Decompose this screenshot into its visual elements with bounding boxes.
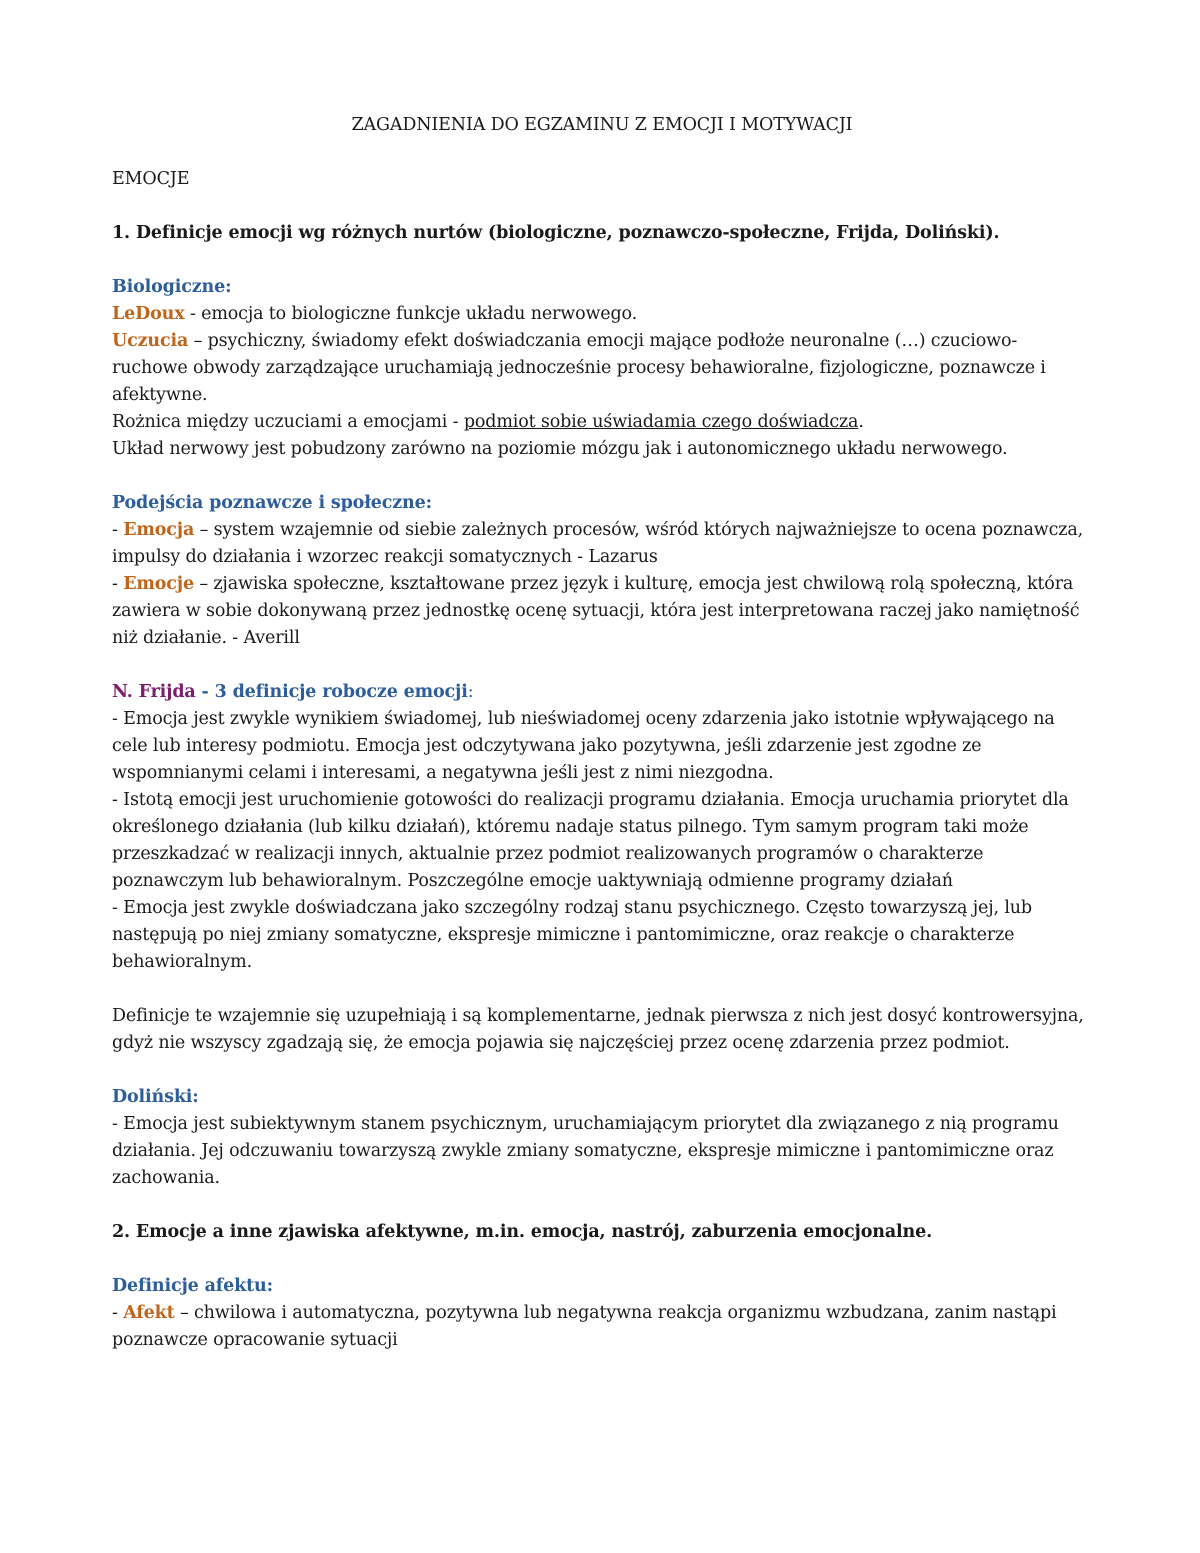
roznica-underlined: podmiot sobie uświadamia czego doświadcza <box>463 412 859 432</box>
dolinski-text: - Emocja jest subiektywnym stanem psychicznym, uruchamiającym priorytet dla związanego z nią programu działania. Jej odczuwaniu towarzyszą zwykle zmiany somatyczne, ekspresje mimiczne i pantomimiczne oraz zachowania. <box>112 1114 1059 1188</box>
uklad-paragraph: Układ nerwowy jest pobudzony zarówno na poziomie mózgu jak i autonomicznego układu nerwowego. <box>112 439 1008 459</box>
averill-paragraph <box>112 571 1092 652</box>
frijda-definition-1: - Emocja jest zwykle wynikiem świadomej, lub nieświadomej oceny zdarzenia jako istotnie wpływającego na cele lub interesy podmiotu. Emocja jest odczytywana jako pozytywna, jeśli zdarzenie jest zgodne ze wspomnianymi celami i interesami, a negatywna jeśli jest z nimi niezgodna. <box>112 709 1055 783</box>
ledoux-text: - emocja to biologiczne funkcje układu nerwowego. <box>184 304 638 324</box>
roznica-pre: Rożnica między uczuciami a emocjami - <box>112 412 464 432</box>
afekt-heading: Definicje afektu: <box>112 1276 273 1296</box>
section-heading-emocje: EMOCJE <box>112 169 190 189</box>
frijda-definition-2: - Istotą emocji jest uruchomienie gotowości do realizacji programu działania. Emocja uruchamia priorytet dla określonego działania (lub kilku działań), któremu nadaje status pilnego. Tym samym program taki może przeszkadzać w realizacji innych, aktualnie przez podmiot realizowanych programów o charakterze poznawczym lub behawioralnym. Poszczególne emocje uaktywniają odmienne programy działań <box>112 790 1069 891</box>
list-dash: - <box>112 574 124 594</box>
averill-text: – zjawiska społeczne, kształtowane przez język i kulturę, emocja jest chwilową rolą społeczną, która zawiera w sobie dokonywaną przez jednostkę ocenę sytuacji, która jest interpretowana raczej jako namiętność niż działanie. - Averill <box>112 574 1080 648</box>
list-dash: - <box>112 1303 124 1323</box>
afekt-term: Afekt <box>123 1303 175 1323</box>
question-2: 2. Emocje a inne zjawiska afektywne, m.in. emocja, nastrój, zaburzenia emocjonalne. <box>112 1222 933 1242</box>
biologiczne-heading: Biologiczne: <box>112 277 232 297</box>
afekt-text: – chwilowa i automatyczna, pozytywna lub negatywna reakcja organizmu wzbudzana, zanim nastąpi poznawcze opracowanie sytuacji <box>112 1303 1057 1350</box>
poznawcze-heading: Podejścia poznawcze i społeczne: <box>112 493 432 513</box>
roznica-paragraph <box>112 409 1092 436</box>
frijda-summary: Definicje te wzajemnie się uzupełniają i są komplementarne, jednak pierwsza z nich jest dosyć kontrowersyjna, gdyż nie wszyscy zgadzają się, że emocja pojawia się najczęściej przez ocenę zdarzenia przez podmiot. <box>112 1006 1084 1053</box>
ledoux-paragraph <box>112 301 1092 328</box>
uczucia-term: Uczucia <box>112 331 189 351</box>
list-dash: - <box>112 520 124 540</box>
question-1: 1. Definicje emocji wg różnych nurtów (biologiczne, poznawczo-społeczne, Frijda, Doliński). <box>112 223 1000 243</box>
emocje-term: Emocje <box>123 574 194 594</box>
document-title: ZAGADNIENIA DO EGZAMINU Z EMOCJI I MOTYWACJI <box>351 115 853 135</box>
afekt-paragraph <box>112 1300 1092 1354</box>
frijda-heading <box>112 679 1092 706</box>
lazarus-paragraph <box>112 517 1092 571</box>
dolinski-heading: Doliński: <box>112 1087 199 1107</box>
lazarus-text: – system wzajemnie od siebie zależnych procesów, wśród których najważniejsze to ocena poznawcza, impulsy do działania i wzorzec reakcji somatycznych - Lazarus <box>112 520 1084 567</box>
roznica-post: . <box>858 412 864 432</box>
ledoux-term: LeDoux <box>112 304 185 324</box>
uczucia-text: – psychiczny, świadomy efekt doświadczania emocji mające podłoże neuronalne (…) czuciowo-ruchowe obwody zarządzające uruchamiają jednocześnie procesy behawioralne, fizjologiczne, poznawcze i afektywne. <box>112 331 1046 405</box>
frijda-name: N. Frijda <box>112 682 196 702</box>
frijda-definition-3: - Emocja jest zwykle doświadczana jako szczególny rodzaj stanu psychicznego. Często towarzyszą jej, lub następują po niej zmiany somatyczne, ekspresje mimiczne i pantomimiczne, oraz reakcje o charakterze behawioralnym. <box>112 898 1032 972</box>
frijda-heading-text: - 3 definicje robocze emocji <box>195 682 468 702</box>
document-page <box>112 112 1092 1354</box>
frijda-colon: : <box>467 682 474 702</box>
emocja-term: Emocja <box>123 520 195 540</box>
uczucia-paragraph <box>112 328 1092 409</box>
